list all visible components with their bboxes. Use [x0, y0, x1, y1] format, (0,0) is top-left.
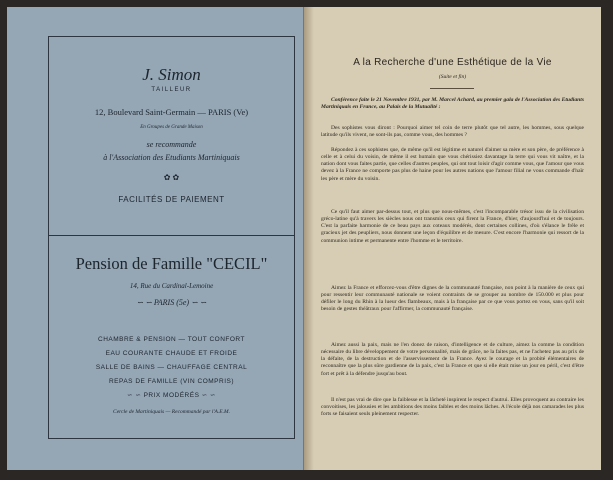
pension-prices: PRIX MODÉRÉS — [143, 392, 200, 399]
pension-amenity-3: SALLE DE BAINS — CHAUFFAGE CENTRAL — [95, 364, 248, 371]
wave-ornament-right-icon: ∽ ∽ — [189, 298, 207, 307]
wave-ornament-right-icon: ∽ ∽ — [199, 392, 216, 399]
advertisement-divider — [48, 235, 295, 236]
article-paragraph-4: Aimez la France et efforcez-vous d'être dignes de la communauté française, non point à la manière de ceux qui pour ressentir leur communauté nationale se voient contraints de se grouper au nombre de 150.000 et plus pour défiler le long du Rhin à la lueur des flambeaux, mais à la française par ce que vous portez en vous, sans qu'il soit besoin de gestes théâtraux pour l'affirmer, la communauté française. — [321, 285, 584, 313]
tailor-trade: TAILLEUR — [151, 87, 192, 93]
pension-title: Pension de Famille "CECIL" — [75, 254, 268, 273]
article-intro: Conférence faite le 21 Novembre 1931, par M. Marcel Achard, au premier gala de l'Association des Etudiants Martiniquais en France, au Palais de la Mutualité : — [321, 97, 584, 111]
tailor-name: J. Simon — [142, 65, 201, 84]
article-paragraph-6: Il n'est pas vrai de dire que la faiblesse et la lâcheté inspirent le respect d'autrui. Elles provoquent au contraire les convoitises, les jalousies et les ambitions des moins faibles et des moins lâches. A l'école déjà nos camarades les plus forts se faisaient seuls pleinement respecter. — [321, 397, 584, 418]
pension-amenity-1: CHAMBRE & PENSION — TOUT CONFORT — [98, 336, 245, 343]
pension-address: 14, Rue du Cardinal-Lemoine — [129, 282, 214, 290]
right-page-article — [304, 7, 601, 470]
article-paragraph-2: Répondez à ces sophistes que, de même qu'il est légitime et naturel d'aimer sa mère et son père, de préférence à celle et à celui du voisin, de même il est humain que vous chérissiez davantage la terre qui vous vit naître, et la nation dont vous faites partie, que celles d'autres peuples, qui ont tout loisir d'agir comme vous, que l'amour que vous devez à la France ne comporte pas plus de haine pour les autres nations que l'amour filial ne vous commande d'haïr les père et mère du voisin. — [321, 147, 584, 182]
article-subtitle: (Suite et fin) — [438, 74, 467, 80]
tailor-recommend-line2: à l'Association des Etudiants Martiniquais — [103, 153, 240, 162]
tailor-recommend-line1: se recommande — [146, 140, 197, 149]
wave-ornament-left-icon: ∽ ∽ — [136, 298, 154, 307]
tailor-address: 12, Boulevard Saint-Germain — PARIS (Ve) — [94, 107, 249, 117]
footer-dash: — — [165, 409, 172, 415]
pension-amenity-2: EAU COURANTE CHAUDE ET FROIDE — [105, 350, 238, 357]
ornament-icon: ✿ ✿ — [163, 173, 180, 182]
wave-ornament-left-icon: ∽ ∽ — [127, 392, 144, 399]
article-paragraph-3: Ce qu'il faut aimer par-dessus tout, et plus que nous-mêmes, c'est l'incomparable trésor issu de la civilisation gréco-latine qu'à travers les siècles nous ont transmis ceux qui firent la France, d'hier, d'aujourd'hui et de toujours. C'est la parfaite harmonie de ce beau pays aux coteaux modérés, dont certaines collines, d'où s'élance le frêle et gracieux jet des peupliers, nous donnent une leçon d'équilibre et de mesure. C'est encore l'harmonie qui ressort de la communion intime et permanente entre l'homme et le territoire. — [321, 209, 584, 244]
title-rule — [430, 88, 474, 89]
tailor-note: En Groupes de Grande Maison — [140, 125, 203, 130]
payment-terms: FACILITÉS DE PAIEMENT — [118, 195, 225, 204]
left-page-advertisements — [7, 7, 303, 470]
pension-amenity-4: REPAS DE FAMILLE (VIN COMPRIS) — [108, 378, 235, 385]
footer-right-text: Recommandé par l'A.E.M. — [171, 409, 230, 415]
article-title: A la Recherche d'une Esthétique de la Vie — [353, 57, 552, 68]
article-paragraph-5: Aimez aussi la paix, mais ne l'en donez de raison, d'intelligence et de culture, aimez la comme la condition nécessaire du libre développement de votre personnalité, mais de grâce, ne la faites pas, et ne l'achetez pas au prix de la défaite, de la destruction et de l'asservissement de la France. Ayez le courage et la probité élémentaires de reconnaître que la plus sûre gardienne de la paix, c'est la France et que si elle était mise un jour en péril, c'est d'être fort et prêt à la défendre jusqu'au bout. — [321, 342, 584, 377]
pension-city-text: PARIS (5e) — [153, 298, 190, 307]
pension-city — [48, 298, 295, 307]
pension-footer — [48, 409, 295, 415]
pension-amenity-5 — [48, 391, 295, 399]
footer-left-text: Cercle de Martiniquais — [113, 409, 165, 415]
article-paragraph-1: Des sophistes vous diront : Pourquoi aimer tel coin de terre plutôt que tel autre, les hommes, sous quelque latitude qu'ils vivent, ne sont-ils pas, comme vous, des hommes ? — [321, 125, 584, 139]
